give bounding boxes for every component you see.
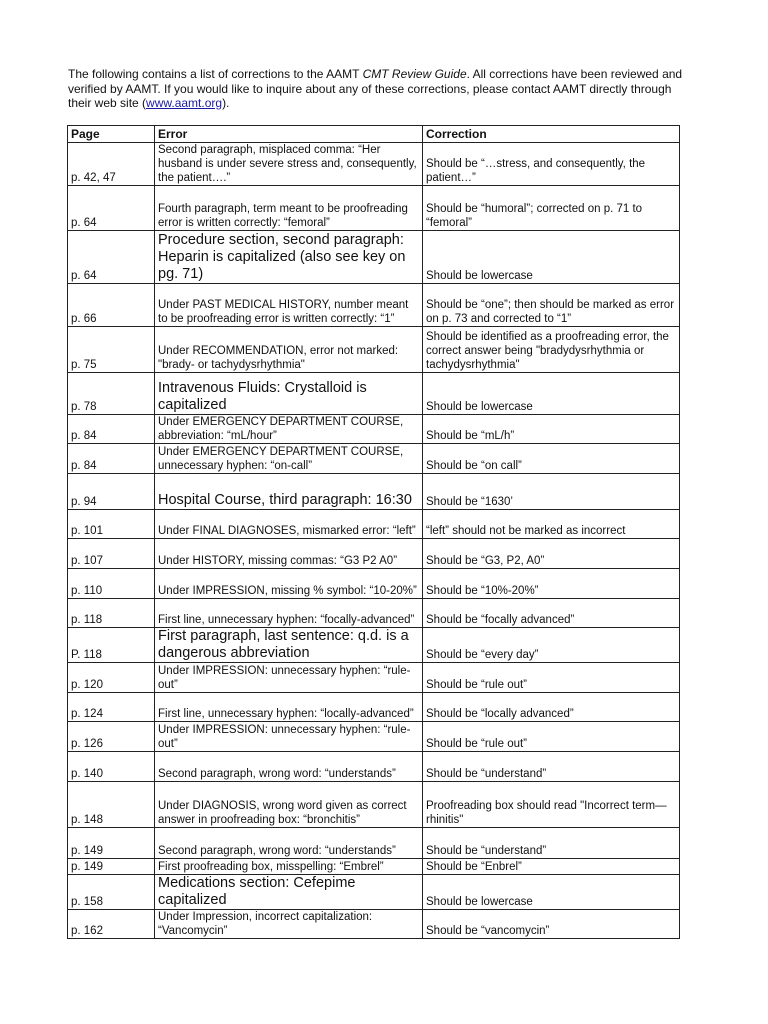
page-cell: p. 149: [68, 828, 155, 859]
error-cell: First paragraph, last sentence: q.d. is a dangerous abbreviation: [155, 628, 423, 663]
error-cell: Under IMPRESSION: unnecessary hyphen: “rule-out”: [155, 722, 423, 752]
corrections-table: [67, 125, 680, 939]
header-page: Page: [68, 126, 155, 143]
error-cell: Under RECOMMENDATION, error not marked: "brady- or tachydysrhythmia": [155, 327, 423, 373]
intro-paragraph: [68, 67, 698, 111]
error-cell: Second paragraph, wrong word: “understands”: [155, 752, 423, 782]
error-cell: Under IMPRESSION: unnecessary hyphen: “rule-out”: [155, 663, 423, 693]
table-row: [68, 693, 680, 722]
page-cell: p. 64: [68, 231, 155, 284]
page-cell: p. 124: [68, 693, 155, 722]
table-row: [68, 569, 680, 599]
correction-cell: Should be “locally advanced”: [423, 693, 680, 722]
table-row: [68, 910, 680, 939]
error-cell: First line, unnecessary hyphen: “focally-advanced”: [155, 599, 423, 628]
error-cell: Under PAST MEDICAL HISTORY, number meant to be proofreading error is written correctly: “1”: [155, 284, 423, 327]
error-cell: Under IMPRESSION, missing % symbol: “10-20%”: [155, 569, 423, 599]
table-row: [68, 444, 680, 474]
correction-cell: Should be “understand”: [423, 828, 680, 859]
correction-cell: Should be “rule out”: [423, 722, 680, 752]
correction-cell: Should be “humoral”; corrected on p. 71 to “femoral”: [423, 186, 680, 231]
error-cell: Under Impression, incorrect capitalization: “Vancomycin”: [155, 910, 423, 939]
page-cell: p. 140: [68, 752, 155, 782]
page-cell: p. 101: [68, 510, 155, 539]
correction-cell: Should be “one”; then should be marked as error on p. 73 and corrected to “1”: [423, 284, 680, 327]
correction-cell: Should be “10%-20%”: [423, 569, 680, 599]
correction-cell: Should be “focally advanced”: [423, 599, 680, 628]
intro-text-2: . All corrections have been reviewed and verified by AAMT. If you would like to inquire about any of these corrections, please contact AAMT directly through their web site (: [68, 67, 683, 110]
table-row: [68, 663, 680, 693]
page-cell: p. 64: [68, 186, 155, 231]
table-row: [68, 284, 680, 327]
table-row: [68, 859, 680, 875]
error-cell: Procedure section, second paragraph: Heparin is capitalized (also see key on pg. 71): [155, 231, 423, 284]
intro-text-3: ).: [222, 96, 230, 110]
page-cell: p. 120: [68, 663, 155, 693]
error-cell: First line, unnecessary hyphen: “locally-advanced”: [155, 693, 423, 722]
page-cell: p. 84: [68, 444, 155, 474]
table-row: [68, 474, 680, 510]
page-cell: p. 158: [68, 875, 155, 910]
error-cell: Fourth paragraph, term meant to be proofreading error is written correctly: “femoral”: [155, 186, 423, 231]
book-title: CMT Review Guide: [362, 67, 467, 81]
page-cell: p. 110: [68, 569, 155, 599]
correction-cell: Should be “mL/h”: [423, 415, 680, 444]
page-cell: p. 148: [68, 782, 155, 828]
header-error: Error: [155, 126, 423, 143]
table-row: [68, 722, 680, 752]
table-row: [68, 599, 680, 628]
page-cell: p. 107: [68, 539, 155, 569]
page-cell: p. 84: [68, 415, 155, 444]
correction-cell: Should be “Enbrel”: [423, 859, 680, 875]
page-cell: p. 162: [68, 910, 155, 939]
table-row: [68, 143, 680, 186]
page-cell: p. 78: [68, 373, 155, 415]
correction-cell: Should be lowercase: [423, 373, 680, 415]
header-correction: Correction: [423, 126, 680, 143]
error-cell: Under EMERGENCY DEPARTMENT COURSE, abbreviation: “mL/hour”: [155, 415, 423, 444]
error-cell: First proofreading box, misspelling: “Embrel”: [155, 859, 423, 875]
error-cell: Medications section: Cefepime capitalized: [155, 875, 423, 910]
error-cell: Under FINAL DIAGNOSES, mismarked error: “left”: [155, 510, 423, 539]
error-cell: Hospital Course, third paragraph: 16:30: [155, 474, 423, 510]
header-row: [68, 126, 680, 143]
table-row: [68, 415, 680, 444]
page-cell: p. 126: [68, 722, 155, 752]
correction-cell: Should be “every day”: [423, 628, 680, 663]
table-row: [68, 510, 680, 539]
table-row: [68, 752, 680, 782]
error-cell: Second paragraph, wrong word: “understands”: [155, 828, 423, 859]
correction-cell: Should be “rule out”: [423, 663, 680, 693]
correction-cell: Should be “vancomycin”: [423, 910, 680, 939]
correction-cell: “left” should not be marked as incorrect: [423, 510, 680, 539]
error-cell: Under HISTORY, missing commas: “G3 P2 A0”: [155, 539, 423, 569]
page-cell: p. 94: [68, 474, 155, 510]
table-row: [68, 875, 680, 910]
table-row: [68, 327, 680, 373]
correction-cell: Should be “…stress, and consequently, the patient…”: [423, 143, 680, 186]
table-row: [68, 186, 680, 231]
correction-cell: Should be “G3, P2, A0”: [423, 539, 680, 569]
correction-cell: Should be lowercase: [423, 875, 680, 910]
table-row: [68, 828, 680, 859]
page-cell: p. 75: [68, 327, 155, 373]
correction-cell: Proofreading box should read "Incorrect term—rhinitis": [423, 782, 680, 828]
correction-cell: Should be “understand”: [423, 752, 680, 782]
page-cell: p. 42, 47: [68, 143, 155, 186]
intro-text-1: The following contains a list of corrections to the AAMT: [68, 67, 363, 81]
table-row: [68, 539, 680, 569]
aamt-website-link[interactable]: www.aamt.org: [146, 96, 223, 110]
correction-cell: Should be “on call”: [423, 444, 680, 474]
table-row: [68, 628, 680, 663]
correction-cell: Should be lowercase: [423, 231, 680, 284]
error-cell: Under EMERGENCY DEPARTMENT COURSE, unnecessary hyphen: “on-call”: [155, 444, 423, 474]
page-cell: p. 66: [68, 284, 155, 327]
page-cell: P. 118: [68, 628, 155, 663]
page-cell: p. 149: [68, 859, 155, 875]
table-row: [68, 782, 680, 828]
error-cell: Under DIAGNOSIS, wrong word given as correct answer in proofreading box: “bronchitis”: [155, 782, 423, 828]
correction-cell: Should be identified as a proofreading error, the correct answer being "bradydysrhythmia or tachydysrhythmia": [423, 327, 680, 373]
error-cell: Intravenous Fluids: Crystalloid is capitalized: [155, 373, 423, 415]
table-row: [68, 373, 680, 415]
table-row: [68, 231, 680, 284]
error-cell: Second paragraph, misplaced comma: “Her husband is under severe stress and, consequently, the patient….”: [155, 143, 423, 186]
page-cell: p. 118: [68, 599, 155, 628]
correction-cell: Should be “1630’: [423, 474, 680, 510]
